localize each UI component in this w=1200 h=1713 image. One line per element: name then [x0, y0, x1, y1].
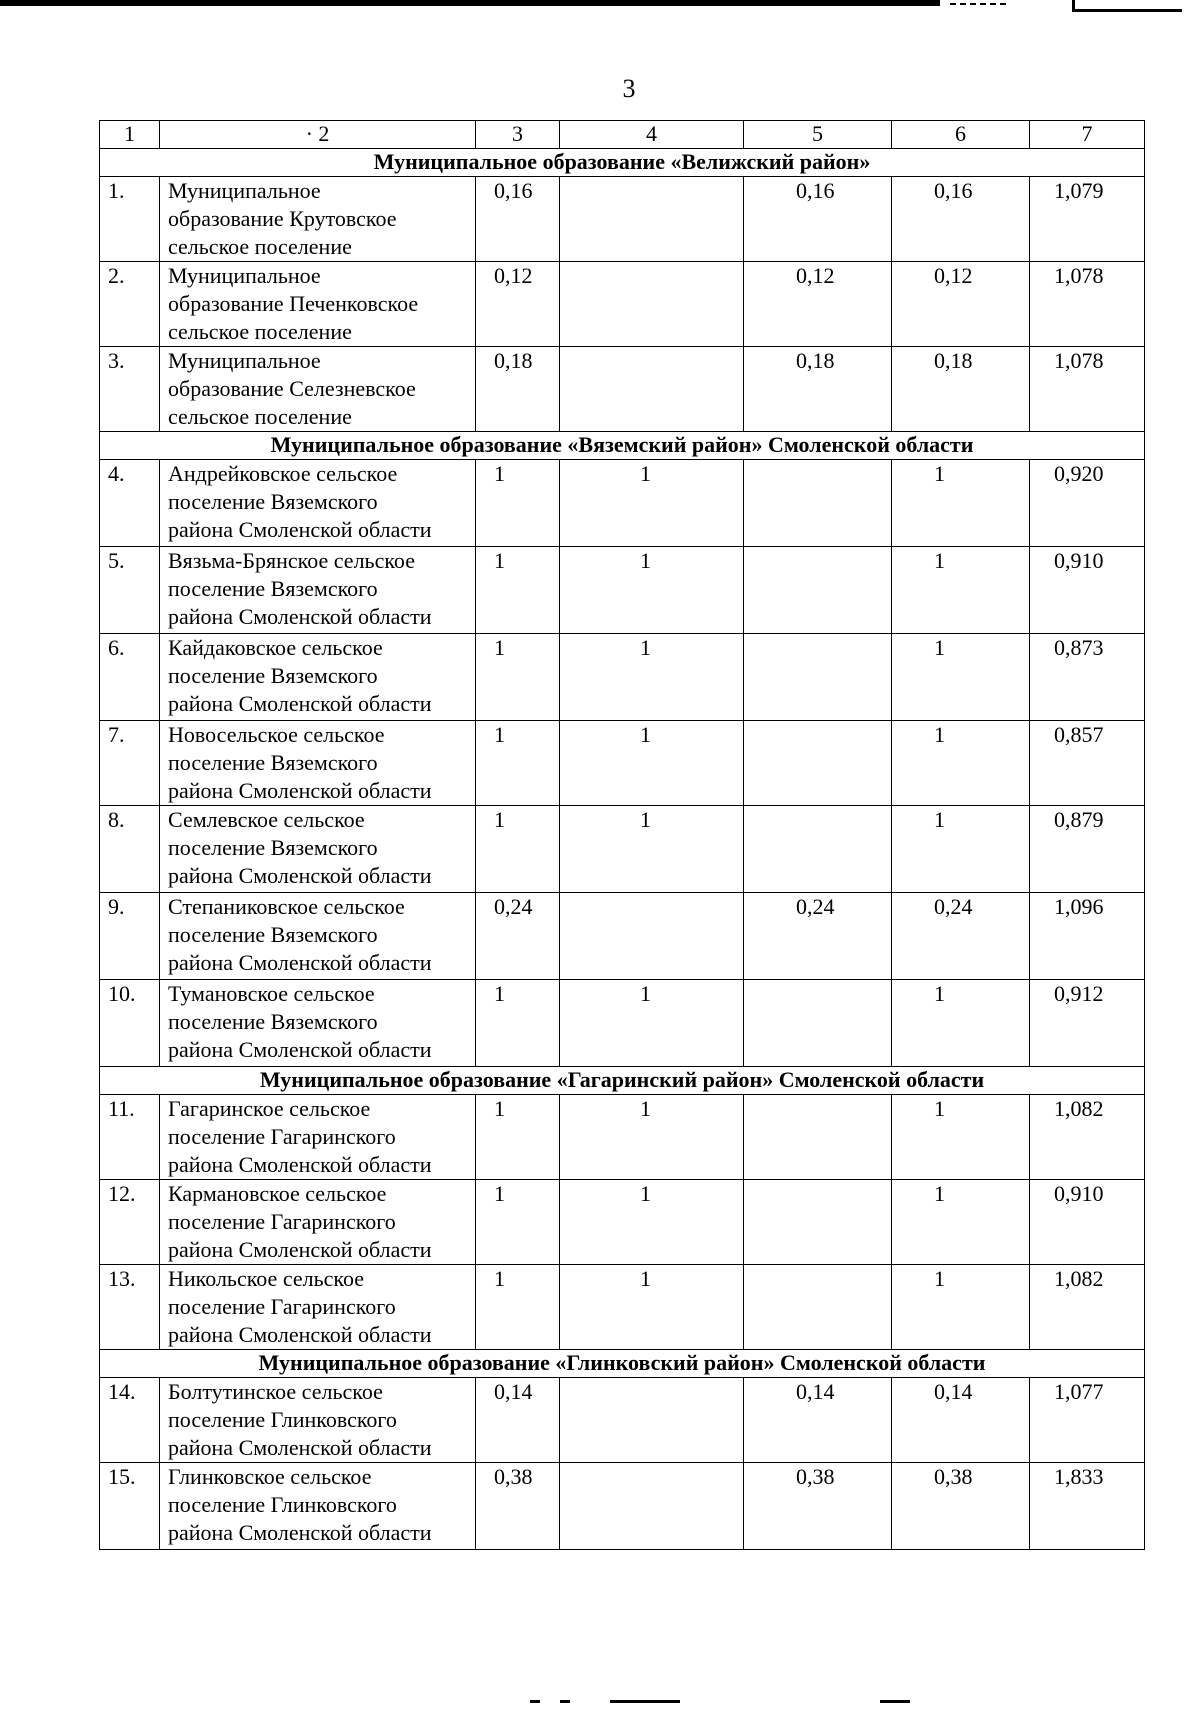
value-col-4: 1	[560, 980, 744, 1067]
value-col-6: 0,16	[892, 177, 1030, 262]
header-cell-5: 5	[744, 121, 892, 149]
value-col-7: 1,082	[1030, 1095, 1145, 1180]
scan-edge-bottom	[0, 1700, 1200, 1703]
row-number: 11.	[100, 1095, 160, 1180]
value-col-7: 0,879	[1030, 806, 1145, 893]
value-col-6: 1	[892, 1265, 1030, 1350]
value-col-4	[560, 1463, 744, 1550]
data-table	[99, 120, 1145, 1550]
value-col-5	[744, 1095, 892, 1180]
value-col-3: 0,18	[476, 347, 560, 432]
settlement-name	[160, 347, 476, 432]
settlement-name-line: Новосельское сельское	[168, 722, 385, 747]
value-col-4	[560, 347, 744, 432]
section-title: Муниципальное образование «Велижский район»	[100, 149, 1145, 177]
value-col-5	[744, 980, 892, 1067]
settlement-name	[160, 806, 476, 893]
value-col-6: 0,24	[892, 893, 1030, 980]
value-col-4	[560, 893, 744, 980]
row-number: 2.	[100, 262, 160, 347]
value-col-6: 1	[892, 806, 1030, 893]
table-row	[100, 806, 1145, 893]
settlement-name-line: района Смоленской области	[168, 778, 432, 803]
value-col-4: 1	[560, 547, 744, 634]
settlement-name-line: Кайдаковское сельское	[168, 635, 383, 660]
row-number: 10.	[100, 980, 160, 1067]
settlement-name-line: поселение Вяземского	[168, 489, 378, 514]
settlement-name	[160, 262, 476, 347]
value-col-4: 1	[560, 721, 744, 806]
settlement-name-line: Болтутинское сельское	[168, 1379, 383, 1404]
header-cell-7: 7	[1030, 121, 1145, 149]
value-col-4: 1	[560, 806, 744, 893]
settlement-name	[160, 980, 476, 1067]
settlement-name-line: поселение Вяземского	[168, 835, 378, 860]
row-number: 6.	[100, 634, 160, 721]
settlement-name-line: поселение Глинковского	[168, 1407, 397, 1432]
value-col-3: 0,38	[476, 1463, 560, 1550]
settlement-name-line: образование Селезневское	[168, 376, 416, 401]
value-col-4: 1	[560, 1180, 744, 1265]
value-col-7: 1,078	[1030, 347, 1145, 432]
row-number: 9.	[100, 893, 160, 980]
value-col-3: 1	[476, 1265, 560, 1350]
table-row	[100, 547, 1145, 634]
value-col-3: 1	[476, 721, 560, 806]
settlement-name-line: сельское поселение	[168, 234, 352, 259]
header-cell-2: · 2	[160, 121, 476, 149]
value-col-6: 1	[892, 1180, 1030, 1265]
settlement-name-line: Андрейковское сельское	[168, 461, 398, 486]
settlement-name-line: Муниципальное	[168, 263, 321, 288]
table-row	[100, 980, 1145, 1067]
table-row	[100, 460, 1145, 547]
value-col-4: 1	[560, 1095, 744, 1180]
scan-edge-corner	[1072, 0, 1182, 12]
table-row	[100, 347, 1145, 432]
value-col-6: 1	[892, 1095, 1030, 1180]
settlement-name-line: образование Крутовское	[168, 206, 397, 231]
header-cell-1: 1	[100, 121, 160, 149]
value-col-5	[744, 634, 892, 721]
value-col-6: 0,38	[892, 1463, 1030, 1550]
settlement-name-line: поселение Вяземского	[168, 576, 378, 601]
value-col-7: 1,077	[1030, 1378, 1145, 1463]
value-col-5	[744, 721, 892, 806]
value-col-5	[744, 460, 892, 547]
section-header-row	[100, 149, 1145, 177]
row-number: 8.	[100, 806, 160, 893]
row-number: 1.	[100, 177, 160, 262]
settlement-name-line: района Смоленской области	[168, 604, 432, 629]
settlement-name-line: Глинковское сельское	[168, 1464, 372, 1489]
settlement-name-line: Семлевское сельское	[168, 807, 365, 832]
section-title: Муниципальное образование «Глинковский район» Смоленской области	[100, 1350, 1145, 1378]
settlement-name-line: Степаниковское сельское	[168, 894, 405, 919]
value-col-7: 1,082	[1030, 1265, 1145, 1350]
settlement-name-line: сельское поселение	[168, 319, 352, 344]
value-col-5: 0,18	[744, 347, 892, 432]
settlement-name-line: поселение Гагаринского	[168, 1209, 396, 1234]
settlement-name	[160, 1180, 476, 1265]
section-title: Муниципальное образование «Гагаринский район» Смоленской области	[100, 1067, 1145, 1095]
value-col-3: 1	[476, 980, 560, 1067]
settlement-name-line: района Смоленской области	[168, 950, 432, 975]
value-col-4: 1	[560, 1265, 744, 1350]
settlement-name-line: поселение Вяземского	[168, 663, 378, 688]
settlement-name-line: района Смоленской области	[168, 1322, 432, 1347]
settlement-name-line: поселение Вяземского	[168, 1009, 378, 1034]
settlement-name-line: поселение Вяземского	[168, 922, 378, 947]
table-row	[100, 262, 1145, 347]
table-row	[100, 634, 1145, 721]
section-header-row	[100, 432, 1145, 460]
settlement-name	[160, 1378, 476, 1463]
value-col-3: 1	[476, 806, 560, 893]
settlement-name-line: поселение Гагаринского	[168, 1124, 396, 1149]
settlement-name-line: района Смоленской области	[168, 1520, 432, 1545]
value-col-5	[744, 1265, 892, 1350]
settlement-name	[160, 547, 476, 634]
settlement-name	[160, 893, 476, 980]
value-col-4	[560, 1378, 744, 1463]
value-col-3: 1	[476, 634, 560, 721]
table-row	[100, 1265, 1145, 1350]
value-col-5: 0,16	[744, 177, 892, 262]
row-number: 15.	[100, 1463, 160, 1550]
value-col-7: 0,910	[1030, 1180, 1145, 1265]
row-number: 7.	[100, 721, 160, 806]
settlement-name-line: Муниципальное	[168, 348, 321, 373]
settlement-name-line: района Смоленской области	[168, 1237, 432, 1262]
value-col-3: 1	[476, 460, 560, 547]
page-number: 3	[622, 74, 636, 103]
value-col-3: 0,24	[476, 893, 560, 980]
settlement-name	[160, 460, 476, 547]
settlement-name-line: поселение Вяземского	[168, 750, 378, 775]
value-col-5: 0,12	[744, 262, 892, 347]
value-col-7: 0,873	[1030, 634, 1145, 721]
value-col-5: 0,38	[744, 1463, 892, 1550]
settlement-name	[160, 1095, 476, 1180]
table-row	[100, 893, 1145, 980]
row-number: 14.	[100, 1378, 160, 1463]
value-col-4	[560, 177, 744, 262]
value-col-3: 1	[476, 1095, 560, 1180]
value-col-6: 1	[892, 634, 1030, 721]
settlement-name	[160, 1463, 476, 1550]
settlement-name-line: района Смоленской области	[168, 1152, 432, 1177]
settlement-name-line: района Смоленской области	[168, 691, 432, 716]
row-number: 12.	[100, 1180, 160, 1265]
value-col-4	[560, 262, 744, 347]
row-number: 3.	[100, 347, 160, 432]
value-col-3: 0,16	[476, 177, 560, 262]
table-row	[100, 177, 1145, 262]
header-cell-6: 6	[892, 121, 1030, 149]
value-col-7: 1,078	[1030, 262, 1145, 347]
section-title: Муниципальное образование «Вяземский район» Смоленской области	[100, 432, 1145, 460]
value-col-7: 0,912	[1030, 980, 1145, 1067]
header-row	[100, 121, 1145, 149]
scan-edge-top	[0, 0, 940, 6]
settlement-name-line: района Смоленской области	[168, 1435, 432, 1460]
value-col-7: 0,920	[1030, 460, 1145, 547]
settlement-name-line: Гагаринское сельское	[168, 1096, 371, 1121]
settlement-name-line: Никольское сельское	[168, 1266, 365, 1291]
value-col-5: 0,14	[744, 1378, 892, 1463]
value-col-3: 1	[476, 547, 560, 634]
row-number: 5.	[100, 547, 160, 634]
table-body	[100, 121, 1145, 1550]
settlement-name-line: района Смоленской области	[168, 863, 432, 888]
header-cell-4: 4	[560, 121, 744, 149]
table-row	[100, 1378, 1145, 1463]
settlement-name-line: района Смоленской области	[168, 517, 432, 542]
row-number: 4.	[100, 460, 160, 547]
value-col-4: 1	[560, 460, 744, 547]
value-col-5	[744, 1180, 892, 1265]
settlement-name-line: района Смоленской области	[168, 1037, 432, 1062]
section-header-row	[100, 1350, 1145, 1378]
scan-edge-dash	[950, 3, 1010, 5]
settlement-name-line: Вязьма-Брянское сельское	[168, 548, 415, 573]
value-col-7: 1,079	[1030, 177, 1145, 262]
table-row	[100, 1095, 1145, 1180]
value-col-4: 1	[560, 634, 744, 721]
table-row	[100, 1463, 1145, 1550]
settlement-name-line: Тумановское сельское	[168, 981, 375, 1006]
settlement-name-line: поселение Гагаринского	[168, 1294, 396, 1319]
settlement-name	[160, 1265, 476, 1350]
value-col-5	[744, 806, 892, 893]
value-col-3: 1	[476, 1180, 560, 1265]
settlement-name	[160, 634, 476, 721]
value-col-6: 0,18	[892, 347, 1030, 432]
value-col-7: 0,910	[1030, 547, 1145, 634]
value-col-6: 1	[892, 460, 1030, 547]
value-col-6: 1	[892, 547, 1030, 634]
value-col-7: 1,096	[1030, 893, 1145, 980]
value-col-5: 0,24	[744, 893, 892, 980]
header-cell-3: 3	[476, 121, 560, 149]
settlement-name-line: Муниципальное	[168, 178, 321, 203]
table-row	[100, 1180, 1145, 1265]
value-col-6: 0,14	[892, 1378, 1030, 1463]
settlement-name-line: Кармановское сельское	[168, 1181, 387, 1206]
settlement-name-line: сельское поселение	[168, 404, 352, 429]
value-col-5	[744, 547, 892, 634]
value-col-3: 0,14	[476, 1378, 560, 1463]
value-col-7: 1,833	[1030, 1463, 1145, 1550]
settlement-name-line: образование Печенковское	[168, 291, 419, 316]
settlement-name	[160, 177, 476, 262]
table-row	[100, 721, 1145, 806]
settlement-name-line: поселение Глинковского	[168, 1492, 397, 1517]
value-col-7: 0,857	[1030, 721, 1145, 806]
value-col-3: 0,12	[476, 262, 560, 347]
row-number: 13.	[100, 1265, 160, 1350]
value-col-6: 1	[892, 721, 1030, 806]
value-col-6: 1	[892, 980, 1030, 1067]
section-header-row	[100, 1067, 1145, 1095]
value-col-6: 0,12	[892, 262, 1030, 347]
settlement-name	[160, 721, 476, 806]
